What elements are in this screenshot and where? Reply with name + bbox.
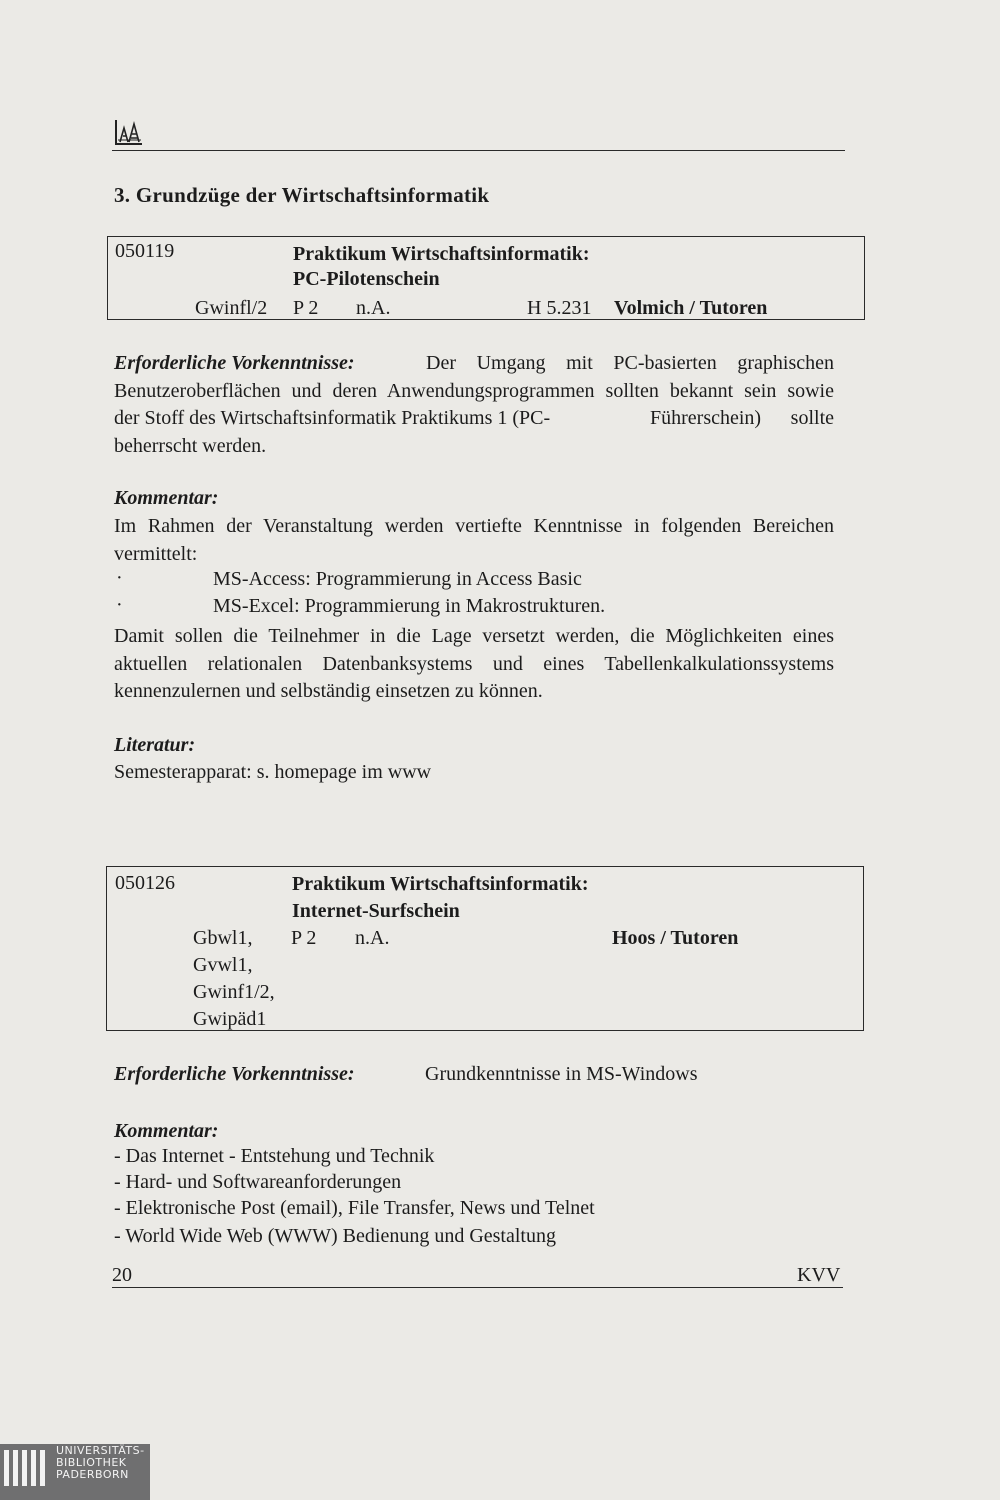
prerequisites-paragraph: [114, 350, 834, 460]
comment-intro: [114, 513, 834, 568]
course-title-line1: Praktikum Wirtschaftsinformatik:: [292, 873, 589, 895]
comment-label: Kommentar:: [114, 1120, 219, 1142]
prerequisites-line1: Der Umgang mit PC-basierten graphischen: [426, 352, 834, 374]
comment-item: - Hard- und Softwareanforderungen: [114, 1171, 402, 1193]
prerequisites-line4: beherrscht werden.: [114, 434, 267, 457]
comment-outro-line3: kennenzulernen und selbständig einsetzen zu können.: [114, 680, 543, 702]
comment-label: Kommentar:: [114, 487, 219, 509]
comment-item: - World Wide Web (WWW) Bedienung und Gestaltung: [114, 1225, 556, 1247]
comment-item: - Elektronische Post (email), File Transfer, News und Telnet: [114, 1197, 595, 1219]
comment-outro: [114, 623, 834, 706]
prerequisites-line2: Benutzeroberflächen und deren Anwendungsprogrammen sollten bekannt sein sowie: [114, 379, 834, 402]
prerequisites-label: Erforderliche Vorkenntnisse:: [114, 1063, 355, 1085]
course-room: H 5.231: [527, 297, 592, 319]
comment-intro-line1: Im Rahmen der Veranstaltung werden vertiefte Kenntnisse in folgenden Bereichen: [114, 515, 834, 537]
library-stamp-line2: BIBLIOTHEK: [56, 1456, 127, 1469]
comment-intro-line2: vermittelt:: [114, 542, 198, 565]
course-audience-1: Gbwl1,: [193, 927, 253, 949]
library-stamp-text: [56, 1445, 145, 1481]
course-time: n.A.: [355, 927, 390, 949]
course-number: 050126: [115, 872, 175, 894]
prerequisites-line3b: Führerschein) sollte: [650, 407, 834, 429]
course-audience-3: Gwinf1/2,: [193, 981, 275, 1003]
course-audience-2: Gvwl1,: [193, 954, 253, 976]
prerequisites-label: Erforderliche Vorkenntnisse:: [114, 352, 355, 374]
comment-outro-line1: Damit sollen die Teilnehmer in die Lage versetzt werden, die Möglichkeiten eines: [114, 625, 834, 647]
course-type: P 2: [291, 927, 317, 949]
literature-text: Semesterapparat: s. homepage im www: [114, 761, 432, 783]
prerequisites-line3: der Stoff des Wirtschaftsinformatik Praktikums 1 (PC-: [114, 407, 551, 429]
bullet-item-excel: MS-Excel: Programmierung in Makrostrukturen.: [213, 595, 606, 617]
course-title-line2: PC-Pilotenschein: [293, 268, 440, 290]
course-number: 050119: [115, 240, 175, 262]
comment-item: - Das Internet - Entstehung und Technik: [114, 1145, 435, 1167]
literature-label: Literatur:: [114, 734, 196, 756]
course-time: n.A.: [356, 297, 391, 319]
footer-label: KVV: [797, 1264, 841, 1286]
course-title-line2: Internet-Surfschein: [292, 900, 460, 922]
comment-outro-line2: aktuellen relationalen Datenbanksystems und eines Tabellenkalkulationssystems: [114, 652, 834, 675]
library-stamp-line1: UNIVERSITÄTS-: [56, 1444, 145, 1457]
bullet-icon: ·: [116, 594, 123, 616]
bullet-item-access: MS-Access: Programmierung in Access Basic: [213, 568, 582, 590]
footer-rule: [112, 1287, 843, 1288]
course-audience-4: Gwipäd1: [193, 1008, 267, 1030]
course-lecturer: Volmich / Tutoren: [614, 297, 768, 319]
course-audience: Gwinfl/2: [195, 297, 268, 319]
page-number: 20: [112, 1264, 132, 1286]
course-lecturer: Hoos / Tutoren: [612, 927, 739, 949]
library-stamp-line3: PADERBORN: [56, 1468, 129, 1481]
bullet-icon: ·: [116, 567, 123, 589]
university-logo-icon: [114, 118, 144, 148]
section-title: 3. Grundzüge der Wirtschaftsinformatik: [114, 183, 490, 207]
header-rule: [112, 150, 845, 151]
prerequisites-text: Grundkenntnisse in MS-Windows: [425, 1063, 698, 1085]
course-title-line1: Praktikum Wirtschaftsinformatik:: [293, 243, 590, 265]
course-type: P 2: [293, 297, 319, 319]
library-logo-icon: [4, 1450, 49, 1486]
